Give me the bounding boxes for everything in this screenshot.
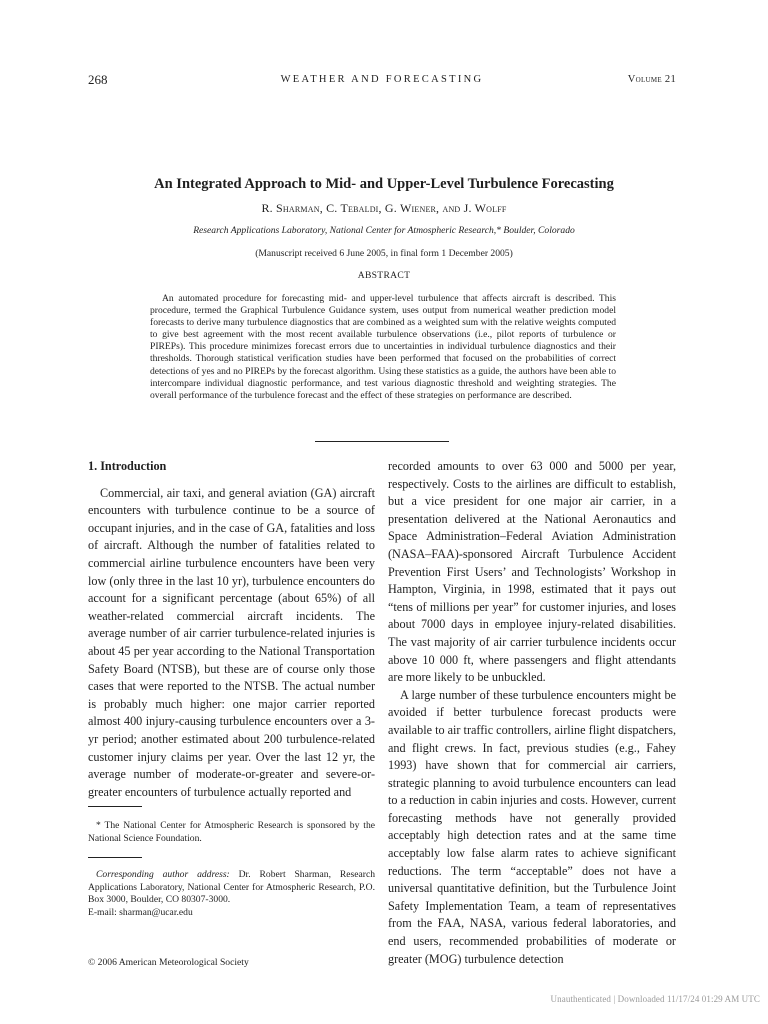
footnote-corresponding-author xyxy=(88,869,375,920)
author-affiliation: Research Applications Laboratory, National Center for Atmospheric Research,* Boulder, Colorado xyxy=(193,225,575,236)
corresponding-author-email: E-mail: sharman@ucar.edu xyxy=(88,907,193,919)
download-stamp: Unauthenticated | Downloaded 11/17/24 01:29 AM UTC xyxy=(550,994,760,1004)
section-heading: 1. Introduction xyxy=(88,459,167,473)
footnote-divider xyxy=(88,857,142,858)
corresponding-author-label: Corresponding author address: xyxy=(96,869,230,880)
abstract-divider xyxy=(315,441,449,442)
intro-paragraph-2: A large number of these turbulence encounters might be avoided if better turbulence forecast products were available to air traffic controllers, airline flight dispatchers, and flight crews. In fact, previous studies (e.g., Fahey 1993) have shown that for commercial air carriers, strategic planning to avoid turbulence encounters can lead to a reduction in cabin injuries and costs. However, current forecasting methods have not generally provided acceptably high detection rates and at the same time acceptably low false alarm rates to achieve significant reductions. The term “acceptable” does not have a universal quantitative definition, but the Turbulence Joint Safety Implementation Team, a team of representatives from the FAA, NASA, various federal laboratories, and end users, recommended probabilities of moderate or greater (MOG) turbulence detection xyxy=(388,687,676,966)
abstract-text: An automated procedure for forecasting mid- and upper-level turbulence that affects aircraft is described. This procedure, termed the Graphical Turbulence Guidance system, uses output from numerical weather prediction model forecasts to derive many turbulence diagnostics that are combined as a weighted sum with the relative weights computed to give best agreement with the most recent available turbulence observations (i.e., pilot reports of turbulence or PIREPs). This procedure minimizes forecast errors due to uncertainties in individual turbulence diagnostics and their thresholds. Thorough statistical verification studies have been performed that focused on the probabilities of correct detections of yes and no PIREPs by the forecast algorithm. Using these statistics as a guide, the authors have been able to intercompare individual diagnostic performance, and test various diagnostic threshold and weighting strategies. The overall performance of the turbulence forecast and the effect of these strategies on performance are described. xyxy=(150,293,616,401)
copyright-notice: © 2006 American Meteorological Society xyxy=(88,957,249,968)
right-column xyxy=(388,458,676,968)
journal-name: WEATHER AND FORECASTING xyxy=(280,74,484,85)
volume-label: Volume 21 xyxy=(627,74,676,85)
running-header xyxy=(88,72,676,90)
article-title: An Integrated Approach to Mid- and Upper-Level Turbulence Forecasting xyxy=(154,176,614,192)
abstract-heading: ABSTRACT xyxy=(357,270,411,281)
intro-paragraph-1-continued: recorded amounts to over 63 000 and 5000 per year, respectively. Costs to the airlines are difficult to establish, but a vice president for one major air carrier, in a presentation delivered at the National Aeronautics and Space Administration–Federal Aviation Administration (NASA–FAA)-sponsored Aircraft Turbulence Accident Prevention First Users’ and Technologists’ Workshop in Hampton, Virginia, in 1998, estimated that it pays out “tens of millions per year” for customer injuries, and loses about 7000 days in employee injury-related disabilities. The vast majority of air carrier turbulence incidents occur above 10 000 ft, where passengers and flight attendants are more likely to be unbuckled. xyxy=(388,459,676,685)
footnote-divider xyxy=(88,806,142,807)
footnote-ncar: * The National Center for Atmospheric Research is sponsored by the National Science Foundation. xyxy=(88,820,375,844)
manuscript-dates: (Manuscript received 6 June 2005, in final form 1 December 2005) xyxy=(255,248,513,259)
left-column xyxy=(88,458,375,801)
author-list: R. Sharman, C. Tebaldi, G. Wiener, and J. Wolff xyxy=(261,201,507,215)
intro-paragraph-1: Commercial, air taxi, and general aviation (GA) aircraft encounters with turbulence continue to be a source of occupant injuries, and in the case of GA, fatalities and loss of aircraft. Although the number of fatalities related to commercial airline turbulence encounters have been very low (only three in the last 10 yr), turbulence encounters do account for a significant percentage (about 65%) of all weather-related commercial aircraft incidents. The average number of air carrier turbulence-related injuries is about 45 per year according to the National Transportation Safety Board (NTSB), but these are of course only those cases that were reported to the NTSB. The actual number is probably much higher: one major carrier reported almost 400 injury-causing turbulence encounters over a 3-yr period; another estimated about 200 turbulence-related customer injury claims per year. Over the last 12 yr, the average number of moderate-or-greater and severe-or-greater encounters of turbulence actually reported and xyxy=(88,485,375,799)
page-number: 268 xyxy=(88,72,108,87)
corresponding-author-address: Dr. Robert Sharman, Research Applications Laboratory, National Center for Atmospheric Research, P.O. Box 3000, Boulder, CO 80307-3000. xyxy=(88,869,375,906)
